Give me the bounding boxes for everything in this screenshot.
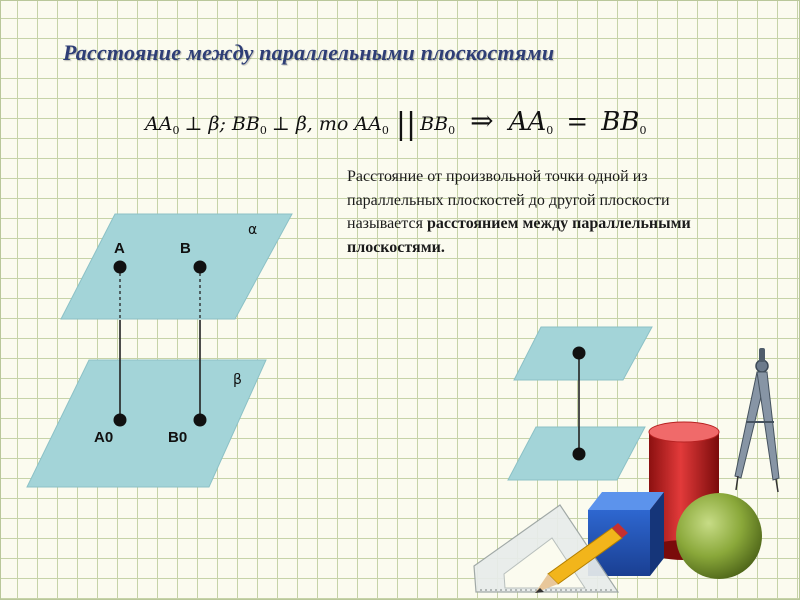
formula-perp1: ⊥ β; BB [184, 113, 260, 135]
sphere-icon [676, 493, 762, 579]
formula-bb: BB [420, 113, 449, 135]
small-point-top [573, 347, 586, 360]
formula-sub: 0 [639, 124, 647, 138]
point-a0 [114, 414, 127, 427]
point-a [114, 261, 127, 274]
formula-perp2: ⊥ β, mo AA [271, 113, 382, 135]
formula-sub: 0 [259, 124, 267, 138]
definition-regular: Расстояние от произвольной точки одной из параллельных плоскостей до другой плоскости называется [347, 168, 670, 232]
formula-aa: AA [145, 113, 173, 135]
point-b0 [194, 414, 207, 427]
formula-sub: 0 [448, 124, 456, 138]
formula-sub: 0 [546, 124, 554, 138]
label-a: A [114, 240, 125, 257]
definition-bold: расстоянием между параллельными плоскостями. [347, 215, 691, 256]
label-beta: β [233, 372, 242, 388]
label-b: B [180, 240, 191, 257]
label-a0: A0 [94, 429, 114, 446]
formula-arrow: ⇒ [470, 104, 494, 137]
label-b0: B0 [168, 429, 188, 446]
formula-bb-big: BB [601, 107, 640, 137]
plane-beta [27, 360, 266, 487]
formula-aa-big: AA [508, 107, 547, 137]
formula-equals: = [566, 107, 589, 137]
formula-sub: 0 [381, 124, 389, 138]
point-b [194, 261, 207, 274]
compass-icon [735, 348, 779, 492]
slide-title: Расстояние между параллельными плоскостями [63, 40, 555, 65]
formula-sub: 0 [172, 124, 180, 138]
label-alpha: α [248, 222, 258, 238]
formula-parallel: || [395, 107, 417, 142]
plane-alpha [61, 214, 292, 319]
small-point-bottom [573, 448, 586, 461]
